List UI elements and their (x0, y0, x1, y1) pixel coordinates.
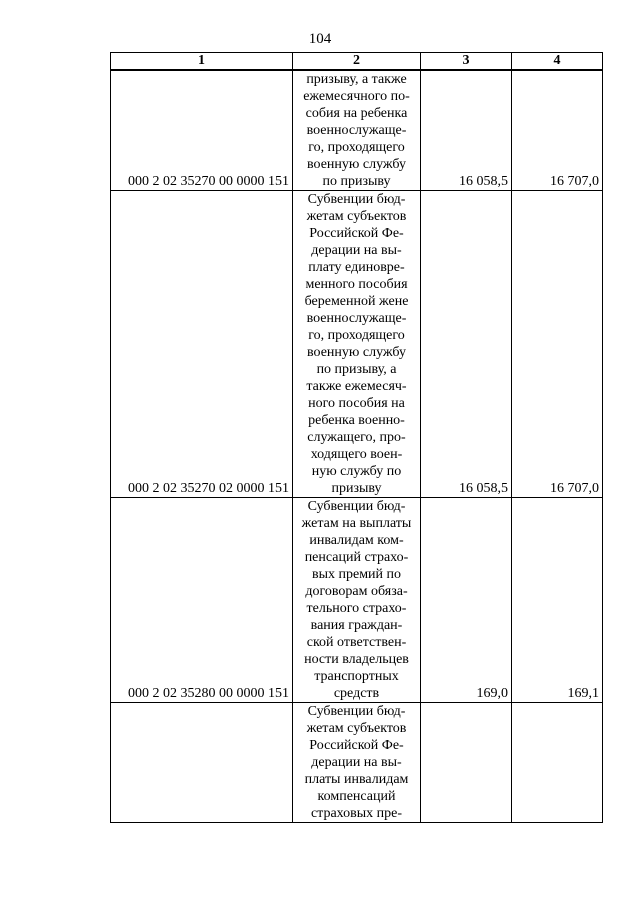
column-header-1: 1 (111, 53, 293, 71)
description-line: военнослужаще- (306, 311, 407, 326)
table-row (111, 191, 603, 498)
page-number: 104 (308, 31, 332, 47)
description-line: ного пособия на (308, 396, 405, 411)
row-code: 000 2 02 35280 00 0000 151 (111, 498, 293, 703)
description-line: инвалидам ком- (309, 533, 404, 548)
description-line: менного пособия (305, 277, 408, 292)
table-row (111, 70, 603, 191)
description-line: ходящего воен- (310, 447, 403, 462)
row-description (293, 498, 421, 703)
description-line: го, проходящего (308, 140, 405, 155)
column-header-3: 3 (421, 53, 512, 71)
row-value-col4: 16 707,0 (512, 70, 603, 191)
description-line: военнослужаще- (306, 123, 407, 138)
description-line: по призыву (322, 174, 391, 189)
description-line: призыву (331, 481, 382, 496)
row-value-col4 (512, 703, 603, 823)
description-line: собия на ребенка (305, 106, 408, 121)
column-header-2: 2 (293, 53, 421, 71)
description-line: средств (333, 686, 380, 701)
row-value-col4: 16 707,0 (512, 191, 603, 498)
description-line: призыву, а также (306, 72, 407, 87)
description-line: договорам обяза- (305, 584, 408, 599)
description-line: Российской Фе- (309, 738, 404, 753)
description-line: служащего, про- (307, 430, 406, 445)
row-value-col4: 169,1 (512, 498, 603, 703)
description-line: Субвенции бюд- (307, 192, 406, 207)
description-line: страховых пре- (310, 806, 403, 821)
description-line: вых премий по (311, 567, 402, 582)
description-line: го, проходящего (308, 328, 405, 343)
row-code (111, 703, 293, 823)
budget-table (110, 52, 603, 823)
description-line: ную службу по (311, 464, 402, 479)
description-line: жетам на выплаты (301, 516, 412, 531)
description-line: транспортных (314, 669, 399, 684)
description-line: Российской Фе- (309, 226, 404, 241)
description-line: плату единовре- (308, 260, 405, 275)
row-code: 000 2 02 35270 00 0000 151 (111, 70, 293, 191)
row-value-col3: 16 058,5 (421, 191, 512, 498)
description-line: ской ответствен- (306, 635, 407, 650)
description-line: военную службу (307, 157, 406, 172)
table-row (111, 498, 603, 703)
description-line: Субвенции бюд- (307, 704, 406, 719)
description-line: Субвенции бюд- (307, 499, 406, 514)
description-line: военную службу (307, 345, 406, 360)
row-value-col3: 16 058,5 (421, 70, 512, 191)
row-description (293, 70, 421, 191)
description-line: жетам субъектов (306, 209, 407, 224)
description-line: жетам субъектов (306, 721, 407, 736)
row-code: 000 2 02 35270 02 0000 151 (111, 191, 293, 498)
table-row (111, 703, 603, 823)
description-line: компенсаций (317, 789, 396, 804)
description-line: по призыву, а (316, 362, 397, 377)
column-header-4: 4 (512, 53, 603, 71)
description-line: ности владельцев (304, 652, 409, 667)
description-line: ребенка военно- (308, 413, 405, 428)
description-line: ежемесячного по- (303, 89, 410, 104)
table-header-row (111, 53, 603, 71)
description-line: пенсаций страхо- (304, 550, 409, 565)
row-value-col3 (421, 703, 512, 823)
description-line: вания граждан- (310, 618, 403, 633)
row-description (293, 703, 421, 823)
row-description (293, 191, 421, 498)
description-line: дерации на вы- (311, 755, 402, 770)
row-value-col3: 169,0 (421, 498, 512, 703)
description-line: также ежемесяч- (306, 379, 407, 394)
description-line: дерации на вы- (311, 243, 402, 258)
description-line: беременной жене (304, 294, 409, 309)
description-line: тельного страхо- (306, 601, 407, 616)
description-line: платы инвалидам (304, 772, 409, 787)
